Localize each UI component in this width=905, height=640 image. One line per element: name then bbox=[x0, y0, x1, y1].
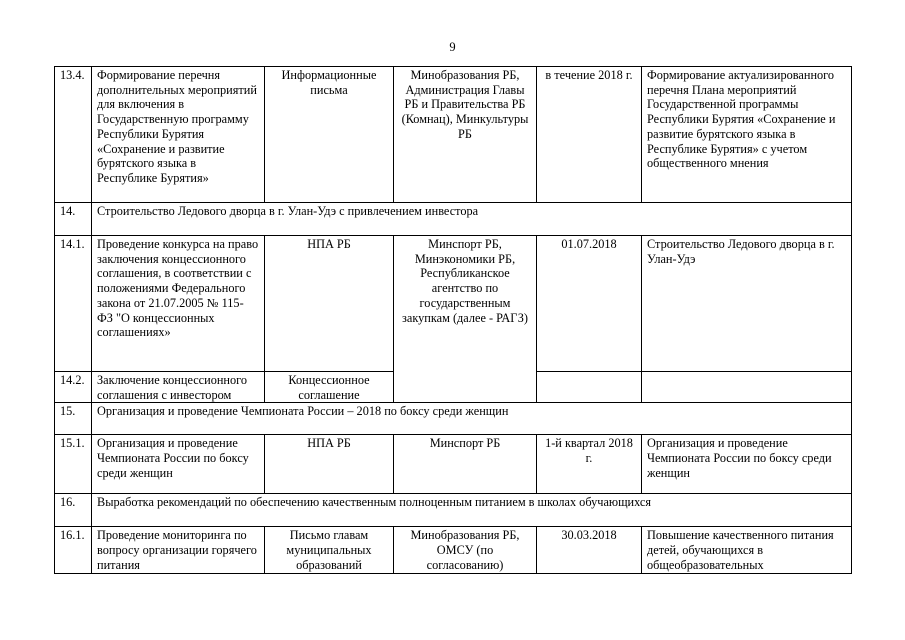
result-cell: Повышение качественного питания детей, обучающихся в общеобразовательных bbox=[642, 527, 852, 573]
row-number: 14.2. bbox=[55, 372, 92, 403]
deadline-cell: 30.03.2018 bbox=[537, 527, 642, 573]
result-cell: Строительство Ледового дворца в г. Улан-Удэ bbox=[642, 236, 852, 372]
row-number: 15.1. bbox=[55, 435, 92, 494]
deadline-cell bbox=[537, 372, 642, 403]
document-type-cell: Информационные письма bbox=[265, 67, 394, 203]
event-cell: Проведение мониторинга по вопросу организации горячего питания bbox=[92, 527, 265, 573]
table-row bbox=[55, 527, 852, 573]
result-cell bbox=[642, 372, 852, 403]
table-row bbox=[55, 435, 852, 494]
section-title: Строительство Ледового дворца в г. Улан-Удэ с привлечением инвестора bbox=[92, 203, 852, 236]
row-number: 16.1. bbox=[55, 527, 92, 573]
section-title: Организация и проведение Чемпионата России – 2018 по боксу среди женщин bbox=[92, 403, 852, 435]
table-row bbox=[55, 67, 852, 203]
section-row bbox=[55, 203, 852, 236]
executor-cell: Минобразования РБ, ОМСУ (по согласованию) bbox=[394, 527, 537, 573]
row-number: 14. bbox=[55, 203, 92, 236]
executor-cell: Минобразования РБ, Администрация Главы РБ и Правительства РБ (Комнац), Минкультуры РБ bbox=[394, 67, 537, 203]
event-cell: Заключение концессионного соглашения с инвестором bbox=[92, 372, 265, 403]
measures-table bbox=[54, 66, 852, 574]
document-type-cell: НПА РБ bbox=[265, 236, 394, 372]
section-row bbox=[55, 494, 852, 527]
document-type-cell: Письмо главам муниципальных образований bbox=[265, 527, 394, 573]
document-type-cell: НПА РБ bbox=[265, 435, 394, 494]
row-number: 16. bbox=[55, 494, 92, 527]
table-row bbox=[55, 236, 852, 372]
executor-cell: Минспорт РБ, Минэкономики РБ, Республиканское агентство по государственным закупкам (далее - РАГЗ) bbox=[394, 236, 537, 403]
page-number: 9 bbox=[449, 40, 456, 54]
section-row bbox=[55, 403, 852, 435]
result-cell: Организация и проведение Чемпионата России по боксу среди женщин bbox=[642, 435, 852, 494]
row-number: 14.1. bbox=[55, 236, 92, 372]
deadline-cell: в течение 2018 г. bbox=[537, 67, 642, 203]
section-title: Выработка рекомендаций по обеспечению качественным полноценным питанием в школах обучающихся bbox=[92, 494, 852, 527]
result-cell: Формирование актуализированного перечня Плана мероприятий Государственной программы Республики Бурятия «Сохранение и развитие бурятского языка в Республике Бурятия» с учетом общественного мнения bbox=[642, 67, 852, 203]
deadline-cell: 1-й квартал 2018 г. bbox=[537, 435, 642, 494]
row-number: 13.4. bbox=[55, 67, 92, 203]
event-cell: Формирование перечня дополнительных мероприятий для включения в Государственную программу Республики Бурятия «Сохранение и развитие бурятского языка в Республике Бурятия» bbox=[92, 67, 265, 203]
executor-cell: Минспорт РБ bbox=[394, 435, 537, 494]
event-cell: Проведение конкурса на право заключения концессионного соглашения, в соответствии с положениями Федерального закона от 21.07.2005 № 115-ФЗ "О концессионных соглашениях» bbox=[92, 236, 265, 372]
document-type-cell: Концессионное соглашение bbox=[265, 372, 394, 403]
row-number: 15. bbox=[55, 403, 92, 435]
event-cell: Организация и проведение Чемпионата России по боксу среди женщин bbox=[92, 435, 265, 494]
deadline-cell: 01.07.2018 bbox=[537, 236, 642, 372]
